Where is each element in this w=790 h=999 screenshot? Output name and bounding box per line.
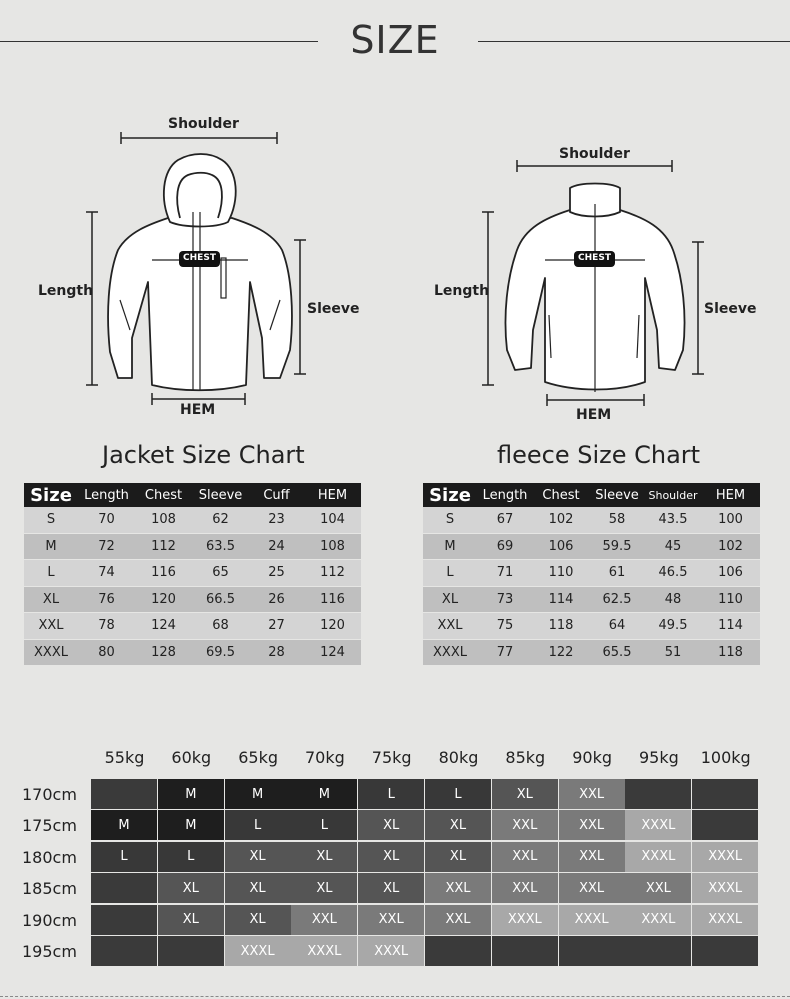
table-header-row [423,483,760,507]
height-header: 175cm [22,816,77,836]
column-header: Sleeve [589,483,645,507]
table-cell: 110 [533,560,589,587]
size-cell: XXL [423,613,477,640]
size-matrix-cell: XXXL [692,873,758,903]
size-matrix-cell: XXL [559,810,625,840]
page-title: SIZE [350,18,440,62]
size-matrix-cell: XL [158,905,224,935]
table-cell: 43.5 [645,507,701,533]
size-matrix-cell [692,936,758,966]
size-matrix-cell: M [158,810,224,840]
size-cell: M [24,533,78,560]
table-cell: 51 [645,639,701,666]
weight-header: 65kg [238,748,278,767]
fleece-size-table [423,483,760,666]
size-matrix-cell [492,936,558,966]
table-cell: 120 [304,613,361,640]
size-matrix-cell: M [291,779,357,809]
size-matrix-cell: XXL [559,873,625,903]
table-cell: 68 [192,613,249,640]
size-matrix-cell: XXXL [625,905,691,935]
size-matrix-cell: XXL [492,810,558,840]
size-matrix-cell: M [158,779,224,809]
size-matrix-cell [91,779,157,809]
size-matrix-cell [559,936,625,966]
size-cell: M [423,533,477,560]
weight-header: 100kg [700,748,751,767]
table-cell: 106 [701,560,760,587]
size-cell: L [423,560,477,587]
table-cell: 65 [192,560,249,587]
size-matrix-cell [158,936,224,966]
size-matrix-cell: XXL [358,905,424,935]
weight-header: 95kg [639,748,679,767]
column-header: Length [477,483,533,507]
size-cell: XXXL [423,639,477,666]
size-matrix-cell: XXL [425,905,491,935]
size-matrix-cell: XXXL [358,936,424,966]
weight-header: 85kg [505,748,546,767]
table-cell: 75 [477,613,533,640]
table-cell: 69 [477,533,533,560]
table-cell: 26 [249,586,304,613]
table-cell: 62.5 [589,586,645,613]
table-cell: 100 [701,507,760,533]
table-cell: 77 [477,639,533,666]
table-cell: 124 [304,639,361,666]
size-matrix-cell: XXL [492,842,558,872]
height-header: 190cm [22,910,77,930]
column-header: Length [78,483,135,507]
table-cell: 64 [589,613,645,640]
height-header: 195cm [22,942,77,961]
column-header: HEM [701,483,760,507]
size-matrix-cell: XXL [559,842,625,872]
table-cell: 102 [701,533,760,560]
fleece-chart-title: fleece Size Chart [497,441,701,469]
size-matrix-cell: L [425,779,491,809]
table-cell: 122 [533,639,589,666]
table-cell: 112 [304,560,361,587]
table-row [24,613,361,640]
jacket-hem-label: HEM [180,402,216,418]
size-matrix-cell: XL [425,810,491,840]
size-matrix-cell [625,779,691,809]
table-cell: 71 [477,560,533,587]
table-row [24,560,361,587]
table-cell: 72 [78,533,135,560]
table-cell: 73 [477,586,533,613]
table-cell: 112 [135,533,192,560]
jacket-diagram [0,100,395,430]
fleece-length-label: Length [434,283,490,299]
table-row [423,533,760,560]
weight-header: 70kg [305,748,345,767]
table-row [24,507,361,533]
table-row [24,533,361,560]
size-matrix-cell: L [225,810,291,840]
table-cell: 63.5 [192,533,249,560]
table-cell: 104 [304,507,361,533]
table-cell: 24 [249,533,304,560]
table-cell: 59.5 [589,533,645,560]
size-matrix-cell [91,936,157,966]
size-matrix-cell: XXXL [692,905,758,935]
size-matrix-cell: L [91,842,157,872]
weight-header: 90kg [572,748,612,767]
size-matrix-cell: L [358,779,424,809]
size-matrix-cell: XL [225,873,291,903]
table-cell: 128 [135,639,192,666]
table-cell: 66.5 [192,586,249,613]
size-matrix-cell: XXL [625,873,691,903]
size-matrix-cell: XXXL [291,936,357,966]
table-cell: 67 [477,507,533,533]
size-cell: XXL [24,613,78,640]
table-cell: 80 [78,639,135,666]
table-row [423,586,760,613]
jacket-chest-label: CHEST [183,253,216,263]
table-cell: 120 [135,586,192,613]
table-cell: 25 [249,560,304,587]
table-cell: 124 [135,613,192,640]
size-matrix-cell: XL [158,873,224,903]
size-cell: XL [24,586,78,613]
table-cell: 110 [701,586,760,613]
table-header-row [24,483,361,507]
column-header: Chest [533,483,589,507]
table-row [423,507,760,533]
table-cell: 108 [304,533,361,560]
table-cell: 116 [304,586,361,613]
weight-header: 80kg [438,748,479,767]
size-matrix-cell: XL [425,842,491,872]
column-header: Shoulder [645,483,701,507]
table-row [423,639,760,666]
jacket-sleeve-label: Sleeve [307,301,360,317]
table-cell: 114 [701,613,760,640]
jacket-size-table [24,483,361,666]
size-matrix-cell: XL [225,905,291,935]
size-matrix-cell: XL [358,873,424,903]
size-matrix-cell: XXL [425,873,491,903]
table-cell: 27 [249,613,304,640]
table-cell: 45 [645,533,701,560]
size-matrix-cell: XXXL [692,842,758,872]
table-cell: 118 [701,639,760,666]
size-matrix-cell: XXL [291,905,357,935]
fleece-chest-label: CHEST [578,253,611,263]
weight-header: 55kg [104,748,145,767]
size-matrix-cell: XXL [492,873,558,903]
column-header: HEM [304,483,361,507]
table-cell: 118 [533,613,589,640]
size-cell: XXXL [24,639,78,666]
size-matrix-cell [692,779,758,809]
jacket-length-label: Length [38,283,94,299]
table-cell: 76 [78,586,135,613]
table-cell: 74 [78,560,135,587]
jacket-shoulder-label: Shoulder [168,116,239,132]
table-cell: 114 [533,586,589,613]
table-cell: 58 [589,507,645,533]
size-matrix-cell: L [158,842,224,872]
size-matrix-cell [91,905,157,935]
size-matrix-cell: XL [492,779,558,809]
table-row [24,639,361,666]
table-cell: 49.5 [645,613,701,640]
size-cell: S [423,507,477,533]
table-row [423,560,760,587]
size-matrix-cell: XXXL [225,936,291,966]
table-cell: 108 [135,507,192,533]
size-matrix-cell: XL [358,810,424,840]
table-cell: 23 [249,507,304,533]
size-matrix-cell [625,936,691,966]
table-cell: 70 [78,507,135,533]
column-header: Cuff [249,483,304,507]
column-header: Sleeve [192,483,249,507]
size-matrix-cell: L [291,810,357,840]
fleece-sleeve-label: Sleeve [704,301,757,317]
size-matrix-cell [91,873,157,903]
jacket-chart-title: Jacket Size Chart [102,441,305,469]
size-matrix-cell [692,810,758,840]
fleece-shoulder-label: Shoulder [559,146,630,162]
table-cell: 61 [589,560,645,587]
size-matrix-cell: XXXL [625,810,691,840]
column-header: Chest [135,483,192,507]
table-cell: 46.5 [645,560,701,587]
size-matrix-cell: M [91,810,157,840]
size-cell: L [24,560,78,587]
fleece-hem-label: HEM [576,407,612,423]
size-matrix-cell: XXL [559,779,625,809]
column-header: Size [423,483,477,507]
table-cell: 65.5 [589,639,645,666]
height-header: 180cm [22,847,77,867]
size-cell: S [24,507,78,533]
size-matrix-cell: XXXL [559,905,625,935]
table-cell: 28 [249,639,304,666]
size-matrix-cell [425,936,491,966]
height-header: 170cm [22,785,77,804]
table-cell: 78 [78,613,135,640]
size-matrix-cell: XL [358,842,424,872]
table-cell: 48 [645,586,701,613]
table-cell: 62 [192,507,249,533]
size-matrix-cell: XXXL [625,842,691,872]
size-cell: XL [423,586,477,613]
table-cell: 116 [135,560,192,587]
weight-header: 75kg [371,748,412,767]
size-matrix-cell: XL [225,842,291,872]
size-matrix-cell: XL [291,873,357,903]
size-matrix-cell: XXXL [492,905,558,935]
height-header: 185cm [22,879,77,899]
table-cell: 69.5 [192,639,249,666]
bottom-divider [0,996,790,997]
table-row [423,613,760,640]
size-matrix-cell: XL [291,842,357,872]
weight-header: 60kg [171,748,212,767]
column-header: Size [24,483,78,507]
table-cell: 102 [533,507,589,533]
size-matrix-cell: M [225,779,291,809]
table-cell: 106 [533,533,589,560]
table-row [24,586,361,613]
